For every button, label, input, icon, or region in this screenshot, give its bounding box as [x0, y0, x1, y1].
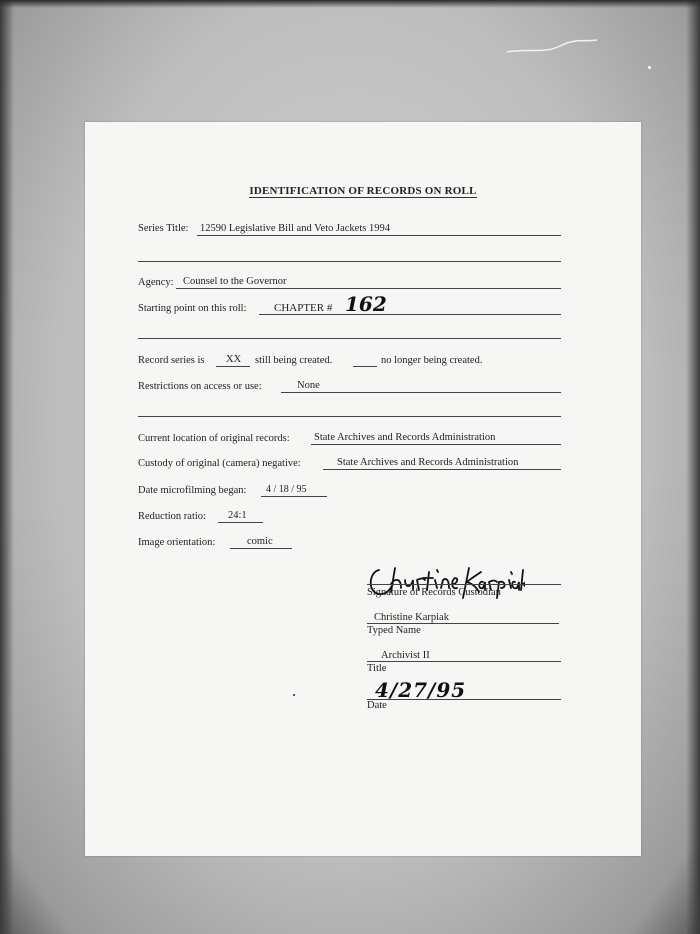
agency-line	[176, 288, 561, 289]
series-title-value: 12590 Legislative Bill and Veto Jackets 1994	[200, 223, 390, 234]
date-began-line	[261, 496, 327, 497]
orientation-label: Image orientation:	[138, 537, 216, 548]
still-being-created-label: still being created.	[255, 355, 333, 366]
agency-value: Counsel to the Governor	[183, 276, 287, 287]
handwritten-date: 4/27/95	[375, 678, 467, 702]
orientation-value: comic	[247, 536, 273, 547]
series-title-line	[197, 235, 561, 236]
starting-point-line-2	[138, 338, 561, 339]
series-title-line-2	[138, 261, 561, 262]
date-began-label: Date microfilming began:	[138, 485, 247, 496]
no-longer-created-line	[353, 366, 377, 367]
starting-point-line	[259, 314, 561, 315]
form-title: IDENTIFICATION OF RECORDS ON ROLL	[249, 185, 477, 197]
restrictions-label: Restrictions on access or use:	[138, 381, 262, 392]
typed-name-caption: Typed Name	[367, 625, 421, 636]
title-value: Archivist II	[381, 650, 430, 661]
date-line	[367, 699, 561, 700]
still-being-created-mark: XX	[226, 354, 242, 365]
custody-line	[323, 469, 561, 470]
orientation-line	[230, 548, 292, 549]
film-edge-left	[0, 0, 14, 934]
signature-line	[367, 584, 561, 585]
title-caption: Title	[367, 663, 387, 674]
film-edge-top	[0, 0, 700, 8]
custody-label: Custody of original (camera) negative:	[138, 458, 301, 469]
date-began-value: 4 / 18 / 95	[266, 484, 307, 495]
date-caption: Date	[367, 700, 387, 711]
record-series-label: Record series is	[138, 355, 205, 366]
series-title-label: Series Title:	[138, 223, 189, 234]
reduction-value: 24:1	[228, 510, 247, 521]
handwritten-chapter-number: 162	[345, 292, 387, 316]
typed-name-line	[367, 623, 559, 624]
starting-point-label: Starting point on this roll:	[138, 303, 247, 314]
custody-value: State Archives and Records Administration	[337, 457, 519, 468]
records-identification-form	[85, 122, 641, 856]
film-scratch	[505, 38, 600, 58]
title-line	[367, 661, 561, 662]
no-longer-created-label: no longer being created.	[381, 355, 483, 366]
current-location-label: Current location of original records:	[138, 433, 290, 444]
current-location-value: State Archives and Records Administration	[314, 432, 496, 443]
restrictions-line	[281, 392, 561, 393]
reduction-label: Reduction ratio:	[138, 511, 206, 522]
film-edge-right	[686, 0, 700, 934]
agency-label: Agency:	[138, 277, 174, 288]
restrictions-line-2	[138, 416, 561, 417]
restrictions-value: None	[297, 380, 320, 391]
reduction-line	[218, 522, 263, 523]
typed-name-value: Christine Karpiak	[374, 612, 449, 623]
starting-point-value: CHAPTER #	[274, 302, 333, 314]
signature-caption: Signature of Records Custodian	[367, 587, 501, 598]
current-location-line	[311, 444, 561, 445]
still-being-created-line	[216, 366, 250, 367]
stray-mark	[293, 694, 295, 696]
film-speck	[648, 66, 651, 69]
